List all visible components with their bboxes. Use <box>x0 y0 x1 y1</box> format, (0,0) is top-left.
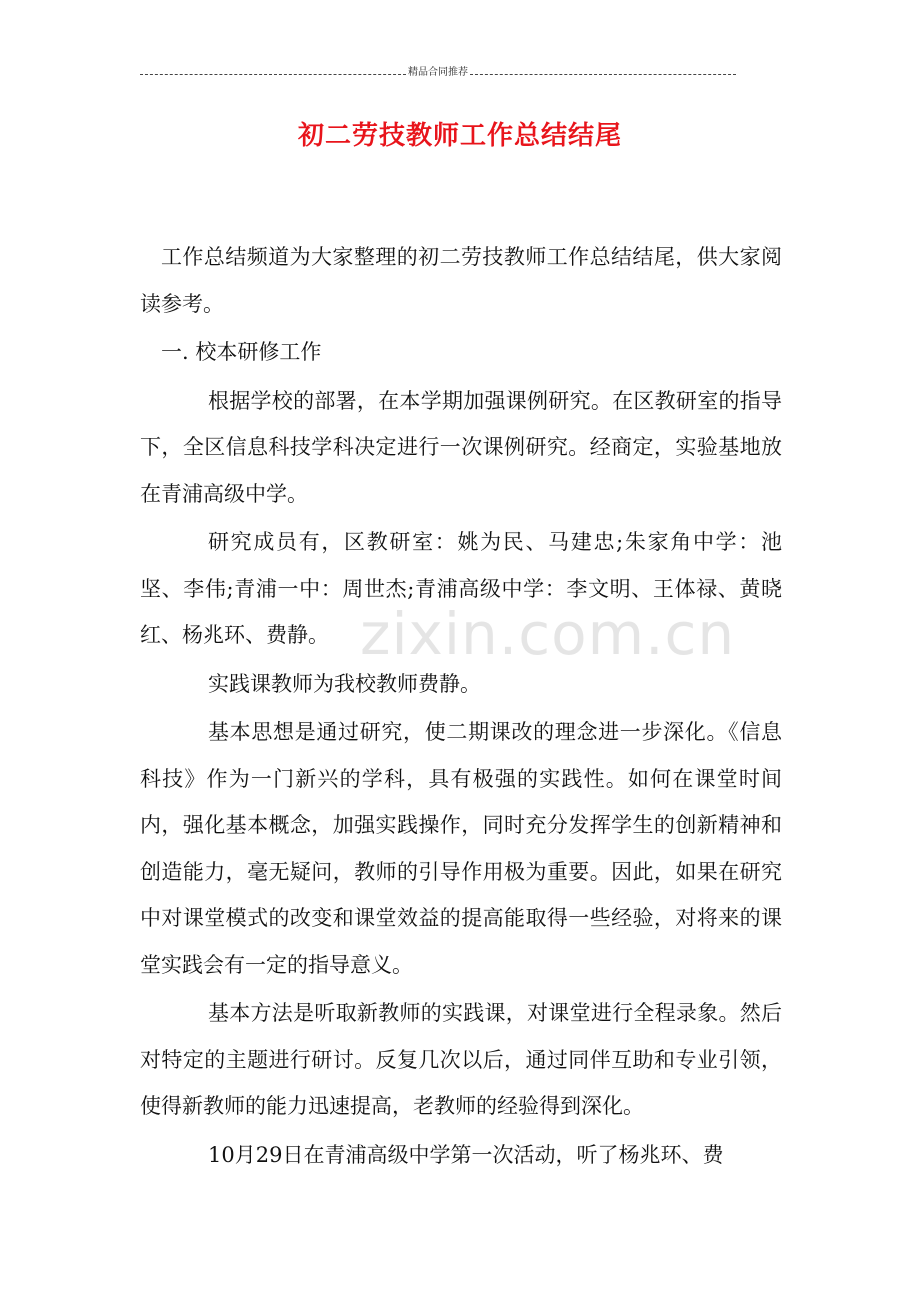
header-dash-right <box>470 74 736 75</box>
header-line <box>140 66 736 80</box>
header-dash-left <box>140 74 406 75</box>
body-paragraph: 基本方法是听取新教师的实践课，对课堂进行全程录象。然后对特定的主题进行研讨。反复几次以后，通过同伴互助和专业引领，使得新教师的能力迅速提高，老教师的经验得到深化。 <box>140 1001 782 1118</box>
body-paragraph: 研究成员有，区教研室：姚为民、马建忠;朱家角中学：池坚、李伟;青浦一中：周世杰;青浦高级中学：李文明、王体禄、黄晓红、杨兆环、费静。 <box>140 530 782 647</box>
watermark: zixin.com.cn <box>360 600 736 668</box>
header-label: 精品合同推荐 <box>408 67 468 78</box>
section-heading: 一. 校本研修工作 <box>161 340 322 364</box>
body-paragraph: 实践课教师为我校教师费静。 <box>208 671 481 696</box>
body-paragraph: 10月29日在青浦高级中学第一次活动，听了杨兆环、费 <box>208 1142 724 1167</box>
body-paragraph: 基本思想是通过研究，使二期课改的理念进一步深化。《信息科技》作为一门新兴的学科，具有极强的实践性。如何在课堂时间内，强化基本概念，加强实践操作，同时充分发挥学生的创新精神和创造能力，毫无疑问，教师的引导作用极为重要。因此，如果在研究中对课堂模式的改变和课堂效益的提高能取得一些经验，对将来的课堂实践会有一定的指导意义。 <box>140 720 782 977</box>
document-title: 初二劳技教师工作总结结尾 <box>297 121 622 151</box>
document-body <box>140 234 782 1180</box>
intro-paragraph: 工作总结频道为大家整理的初二劳技教师工作总结结尾，供大家阅读参考。 <box>140 245 782 316</box>
body-paragraph: 根据学校的部署，在本学期加强课例研究。在区教研室的指导下，全区信息科技学科决定进行一次课例研究。经商定，实验基地放在青浦高级中学。 <box>140 388 782 506</box>
